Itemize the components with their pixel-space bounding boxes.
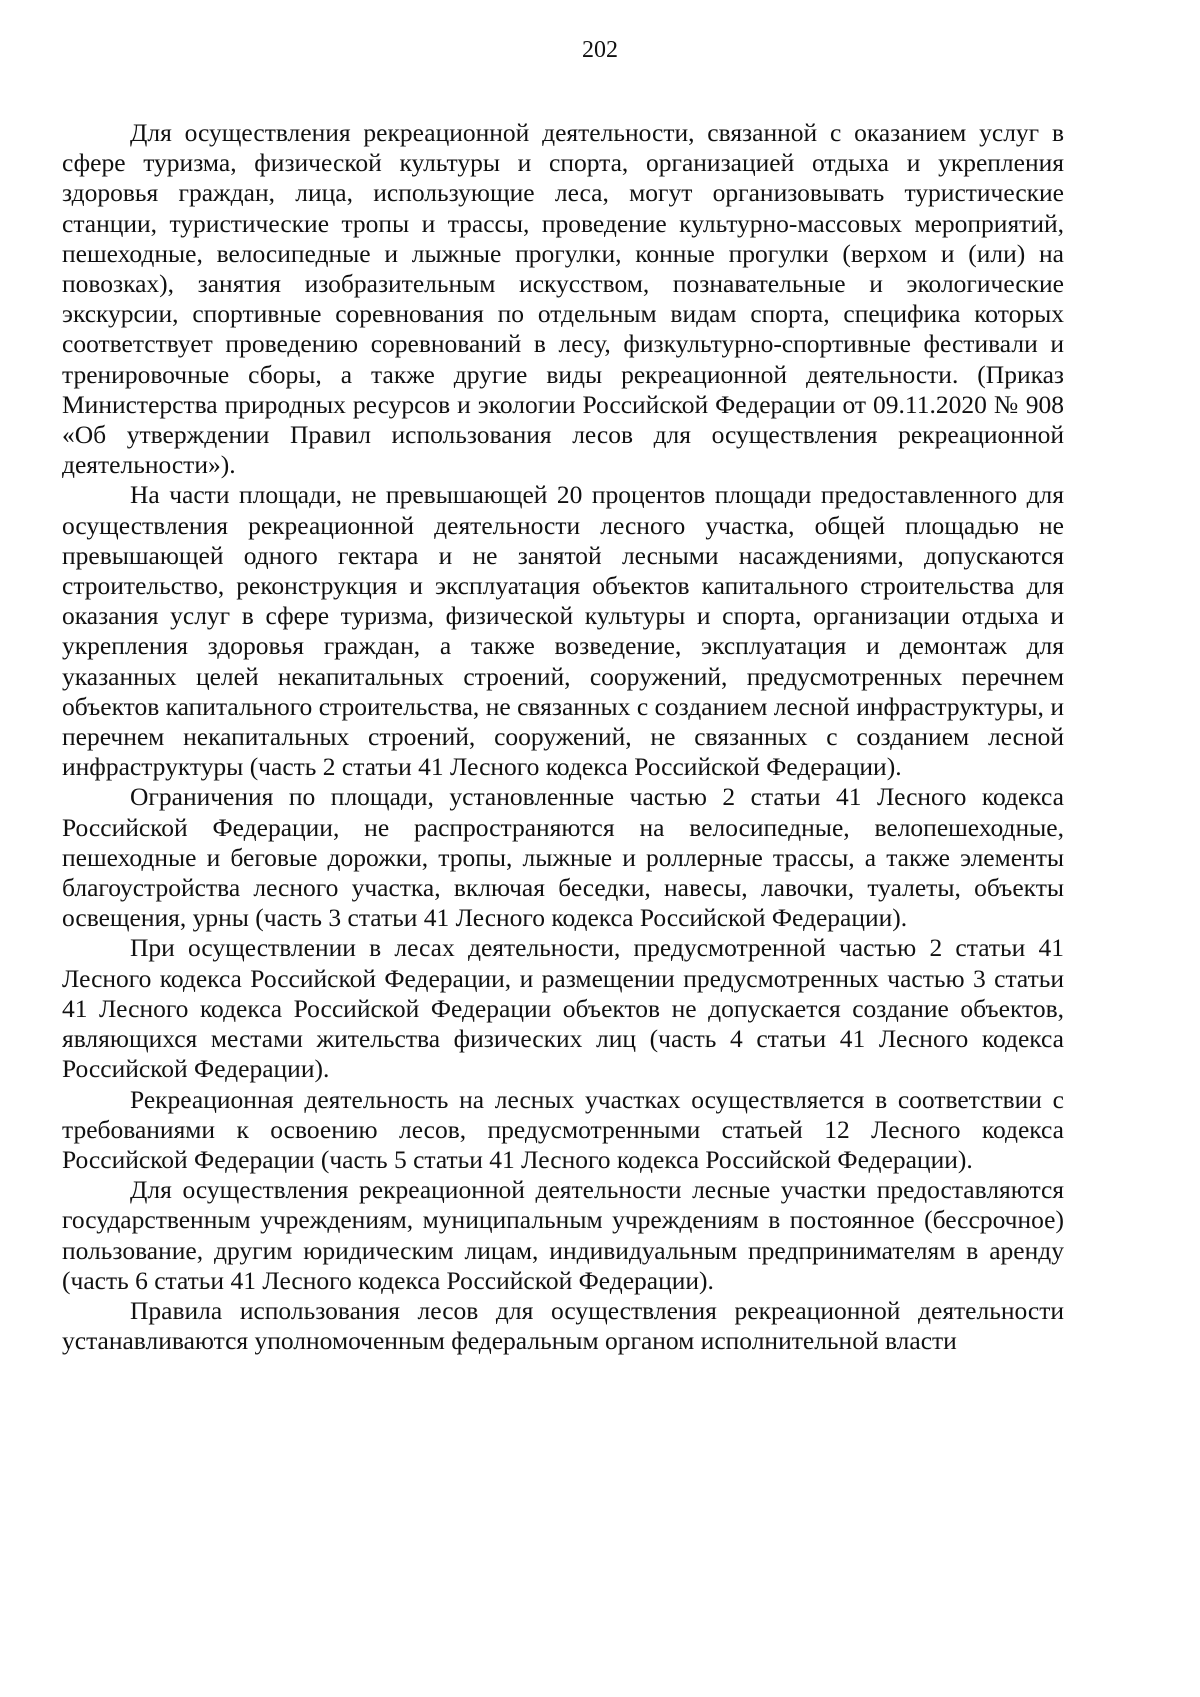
- paragraph-land-provision: Для осуществления рекреационной деятельности лесные участки предоставляются государственным учреждениям, муниципальным учреждениям в постоянное (бессрочное) пользование, другим юридическим лицам, индивидуальным предпринимателям в аренду (часть 6 статьи 41 Лесного кодекса Российской Федерации).: [62, 1175, 1064, 1295]
- paragraph-usage-rules: Правила использования лесов для осуществления рекреационной деятельности устанавливаются уполномоченным федеральным органом исполнительной власти: [62, 1295, 1064, 1356]
- page-number: 202: [582, 37, 618, 63]
- paragraph-recreational-activities: Для осуществления рекреационной деятельности, связанной с оказанием услуг в сфере туризма, физической культуры и спорта, организацией отдыха и укрепления здоровья граждан, лица, использующие леса, могут организовывать туристические станции, туристические тропы и трассы, проведение культурно-массовых мероприятий, пешеходные, велосипедные и лыжные прогулки, конные прогулки (верхом и (или) на повозках), занятия изобразительным искусством, познавательные и экологические экскурсии, спортивные соревнования по отдельным видам спорта, специфика которых соответствует проведению соревнований в лесу, физкультурно-спортивные фестивали и тренировочные сборы, а также другие виды рекреационной деятельности. (Приказ Министерства природных ресурсов и экологии Российской Федерации от 09.11.2020 № 908 «Об утверждении Правил использования лесов для осуществления рекреационной деятельности»).: [62, 118, 1064, 480]
- paragraph-capital-construction: На части площади, не превышающей 20 процентов площади предоставленного для осуществления рекреационной деятельности лесного участка, общей площадью не превышающей одного гектара и не занятой лесными насаждениями, допускаются строительство, реконструкция и эксплуатация объектов капитального строительства для оказания услуг в сфере туризма, физической культуры и спорта, организации отдыха и укрепления здоровья граждан, а также возведение, эксплуатация и демонтаж для указанных целей некапитальных строений, сооружений, предусмотренных перечнем объектов капитального строительства, не связанных с созданием лесной инфраструктуры, и перечнем некапитальных строений, сооружений, не связанных с созданием лесной инфраструктуры (часть 2 статьи 41 Лесного кодекса Российской Федерации).: [62, 480, 1064, 782]
- paragraph-residence-prohibition: При осуществлении в лесах деятельности, предусмотренной частью 2 статьи 41 Лесного кодекса Российской Федерации, и размещении предусмотренных частью 3 статьи 41 Лесного кодекса Российской Федерации объектов не допускается создание объектов, являющихся местами жительства физических лиц (часть 4 статьи 41 Лесного кодекса Российской Федерации).: [62, 933, 1064, 1084]
- paragraph-area-restrictions: Ограничения по площади, установленные частью 2 статьи 41 Лесного кодекса Российской Федерации, не распространяются на велосипедные, велопешеходные, пешеходные и беговые дорожки, тропы, лыжные и роллерные трассы, а также элементы благоустройства лесного участка, включая беседки, навесы, лавочки, туалеты, объекты освещения, урны (часть 3 статьи 41 Лесного кодекса Российской Федерации).: [62, 782, 1064, 933]
- document-body: [62, 118, 1064, 1356]
- paragraph-development-requirements: Рекреационная деятельность на лесных участках осуществляется в соответствии с требованиями к освоению лесов, предусмотренными статьей 12 Лесного кодекса Российской Федерации (часть 5 статьи 41 Лесного кодекса Российской Федерации).: [62, 1084, 1064, 1174]
